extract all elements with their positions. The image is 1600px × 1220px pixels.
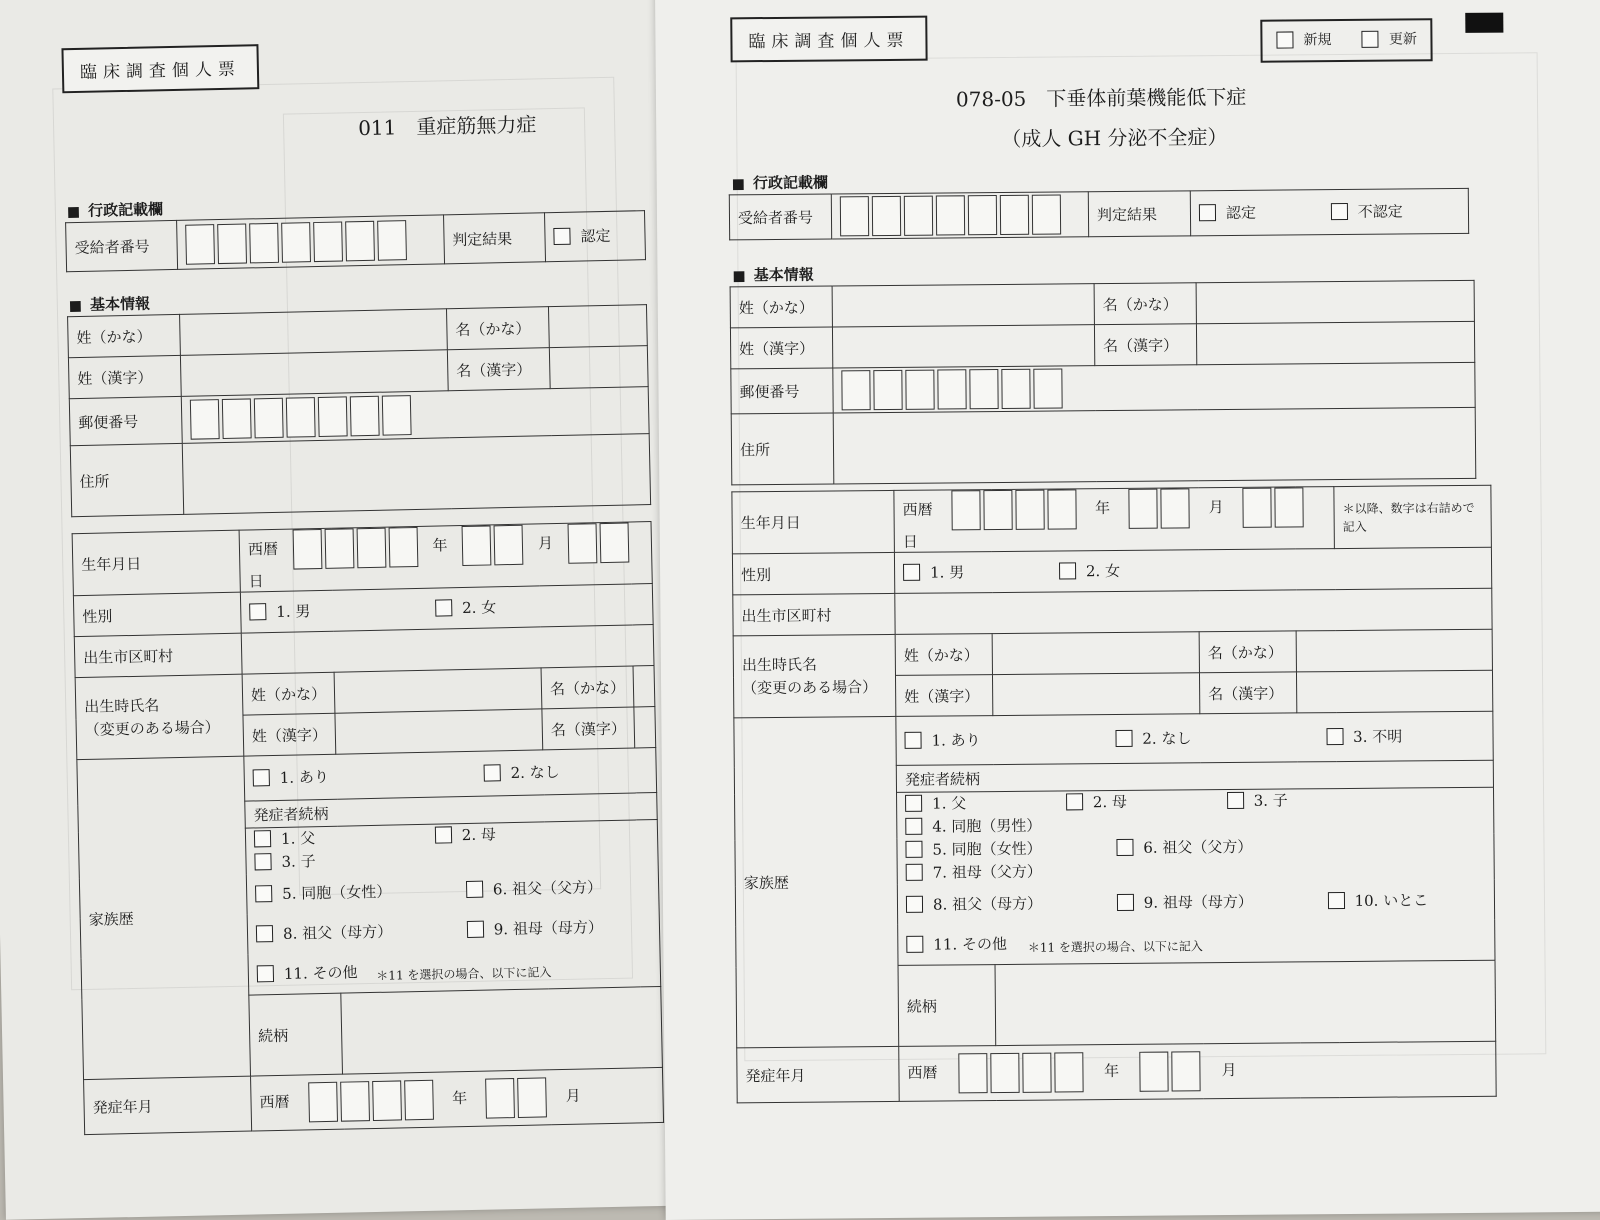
birth-given-kanji-field[interactable] [634,707,656,748]
disease-title: 078-05 下垂体前葉機能低下症 [955,84,1247,112]
given-kana-field[interactable] [1196,280,1474,323]
birth-given-kanji-label: 名（漢字） [542,707,635,750]
onset-date-field[interactable]: 西暦 年 月 [899,1041,1496,1101]
basic-section-heading: ■ 基本情報 [732,264,813,286]
admin-section-heading: ■ 行政記載欄 [732,171,828,193]
surname-kana-label: 姓（かな） [730,286,832,328]
digit-note: ＊以降、数字は右詰めで記入 [1334,485,1492,548]
male-checkbox[interactable]: 1. 男 [249,600,311,622]
sex-label: 性別 [732,552,894,594]
relation-3-checkbox[interactable]: 3. 子 [1227,789,1347,811]
family-history-label: 家族歴 [77,756,251,1079]
renew-checkbox[interactable]: 更新 [1362,28,1417,48]
address-label: 住所 [731,413,834,485]
relation-3-checkbox[interactable]: 3. 子 [254,850,316,872]
admin-section-heading: ■ 行政記載欄 [67,198,164,221]
approved-checkbox[interactable]: 認定 [1199,201,1256,222]
basic-info-table-bottom: 生年月日 西暦 年 月 日 ＊以降、数字は右詰めで記入 性別 1. 男 2. 女 出生市区町村 出生時氏名 （変更のある場合） 姓（かな） 名（かな） 姓（漢字） 名（漢字） 家族歴 1. あり 2. なし 3. 不明 発症者続柄 1. 父 2. 母 3. 子 4. 同胞（男性） 5. 同胞（女性） 6. 祖父（父方） 7. 祖母（父方） 8. 祖父（母方） 9. 祖母（母方） 10. いとこ 11. その他 ＊11 を選択の場合、以下に記入 続柄 発症年月 西暦 年 月 [731,485,1496,1104]
relation-9-checkbox[interactable]: 9. 祖母（母方） [1117,890,1297,913]
relation-8-checkbox[interactable]: 8. 祖父（母方） [906,892,1086,915]
right-form-sheet [655,0,1600,1220]
birthdate-field[interactable]: 西暦 年 月 日 [894,487,1335,553]
birthplace-label: 出生市区町村 [74,633,242,677]
male-checkbox[interactable]: 1. 男 [903,561,964,583]
recipient-number-label: 受給者番号 [729,194,831,240]
basic-info-table-bottom: 生年月日 西暦 年 月 日 性別 1. 男 2. 女 出生市区町村 出生時氏名 （変更のある場合） 姓（かな） 名（かな） 姓（漢字） 名（漢字） 家族歴 1. あり 2. なし 発症者続柄 1. 父 2. 母 3. 子 5. 同胞（女性） 6. 祖父（父方） 8. 祖父（母方） 9. 祖母（母方） 11. その他 ＊11 を選択の場合、以下に記入 続柄 発症年月 西暦 年 月 [72,521,664,1135]
relation-8-checkbox[interactable]: 8. 祖父（母方） [256,919,436,944]
birth-surname-kanji-field[interactable] [992,673,1199,716]
basic-info-table-top [67,304,651,517]
relation-4-checkbox[interactable]: 4. 同胞（男性） [905,815,1041,837]
admin-table [729,188,1469,240]
birthdate-label: 生年月日 [72,530,240,595]
birth-surname-kana-label: 姓（かな） [242,672,335,715]
onset-date-label: 発症年月 [737,1046,899,1102]
given-kanji-field[interactable] [549,346,648,389]
relation-9-checkbox[interactable]: 9. 祖母（母方） [467,916,604,940]
female-checkbox[interactable]: 2. 女 [1059,559,1120,581]
family-history-label: 家族歴 [734,716,899,1047]
disease-title: 011 重症筋無力症 [357,112,537,141]
relation-2-checkbox[interactable]: 2. 母 [435,822,565,846]
relation-2-checkbox[interactable]: 2. 母 [1066,790,1196,812]
judgement-label: 判定結果 [443,213,545,264]
onset-date-label: 発症年月 [84,1076,252,1134]
other-note: ＊11 を選択の場合、以下に記入 [376,964,552,983]
birth-surname-kanji-label: 姓（漢字） [243,713,336,756]
fh-unknown-checkbox[interactable]: 3. 不明 [1326,725,1402,747]
relation-7-checkbox[interactable]: 7. 祖母（父方） [906,861,1042,883]
birthdate-label: 生年月日 [732,490,895,553]
fh-yes-checkbox[interactable]: 1. あり [904,728,1084,751]
given-kana-label: 名（かな） [1094,283,1196,325]
relation-field[interactable] [341,986,663,1074]
birth-given-kanji-field[interactable] [1296,670,1492,713]
judgement-label: 判定結果 [1088,191,1190,237]
postal-code-field[interactable] [841,368,1062,410]
recipient-number-field[interactable] [186,220,408,265]
relation-11-checkbox[interactable]: 11. その他 [906,932,1007,954]
given-kana-field[interactable] [548,305,647,348]
postal-code-label: 郵便番号 [69,396,182,445]
recipient-number-label: 受給者番号 [66,220,178,271]
relation-5-checkbox[interactable]: 5. 同胞（女性） [255,879,435,904]
birth-given-kana-label: 名（かな） [541,666,634,709]
not-approved-checkbox[interactable]: 不認定 [1331,200,1403,222]
recipient-number-field[interactable] [840,194,1061,236]
birth-surname-kana-label: 姓（かな） [895,634,992,676]
female-checkbox[interactable]: 2. 女 [435,596,497,618]
left-form-sheet [0,0,686,1220]
onset-relation-label: 発症者続柄 [245,793,657,829]
birth-surname-kana-field[interactable] [992,632,1199,675]
form-title-box: 臨床調査個人票 [61,44,259,93]
new-checkbox[interactable]: 新規 [1276,29,1331,49]
given-kanji-label: 名（漢字） [1094,324,1196,366]
relation-5-checkbox[interactable]: 5. 同胞（女性） [905,837,1085,860]
fh-yes-checkbox[interactable]: 1. あり [253,765,330,788]
birth-given-kana-field[interactable] [633,666,655,707]
other-note: ＊11 を選択の場合、以下に記入 [1027,938,1203,955]
relation-field[interactable] [995,960,1496,1045]
birth-given-kanji-label: 名（漢字） [1199,672,1296,714]
surname-kanji-field[interactable] [832,325,1094,368]
birth-given-kana-field[interactable] [1296,629,1492,672]
birthdate-field[interactable]: 西暦 年 月 日 [239,522,652,593]
basic-info-table-top [730,280,1477,485]
surname-kanji-field[interactable] [180,350,448,397]
surname-kana-label: 姓（かな） [68,314,181,357]
birth-surname-kanji-field[interactable] [335,709,543,754]
birth-surname-kana-field[interactable] [334,668,542,713]
address-field[interactable] [182,434,650,515]
onset-relation-label: 発症者続柄 [896,760,1493,792]
address-field[interactable] [833,407,1476,484]
birth-name-label: 出生時氏名 [84,696,160,716]
sex-label: 性別 [73,592,241,636]
surname-kanji-label: 姓（漢字） [68,355,181,398]
relation-10-checkbox[interactable]: 10. いとこ [1327,889,1428,911]
relation-label: 続柄 [898,965,996,1047]
approved-checkbox[interactable]: 認定 [553,224,610,246]
fh-no-checkbox[interactable]: 2. なし [1115,726,1295,749]
birth-surname-kanji-label: 姓（漢字） [895,675,992,717]
postal-code-field[interactable] [190,395,412,440]
relation-1-checkbox[interactable]: 1. 父 [254,825,404,849]
surname-kana-field[interactable] [180,309,448,356]
corner-black-mark [1465,13,1503,33]
form-title-box: 臨床調査個人票 [730,16,927,63]
relation-6-checkbox[interactable]: 6. 祖父（父方） [466,876,603,900]
disease-subtitle: （成人 GH 分泌不全症） [1001,125,1228,151]
birthplace-label: 出生市区町村 [733,593,895,635]
relation-1-checkbox[interactable]: 1. 父 [905,792,1035,814]
fh-no-checkbox[interactable]: 2. なし [483,761,560,784]
given-kana-label: 名（かな） [446,307,549,350]
relation-11-checkbox[interactable]: 11. その他 [257,961,358,984]
surname-kana-field[interactable] [832,284,1094,327]
address-label: 住所 [70,443,183,516]
relation-6-checkbox[interactable]: 6. 祖父（父方） [1116,835,1296,858]
given-kanji-field[interactable] [1196,321,1474,364]
onset-date-field[interactable]: 西暦 年 月 [251,1067,664,1131]
birthplace-field[interactable] [895,588,1492,634]
postal-code-label: 郵便番号 [731,368,833,414]
given-kanji-label: 名（漢字） [447,348,550,391]
basic-section-heading: ■ 基本情報 [69,293,151,316]
surname-kanji-label: 姓（漢字） [730,327,832,369]
relation-label: 続柄 [249,993,343,1076]
new-renew-box [1260,18,1433,62]
birth-given-kana-label: 名（かな） [1199,631,1296,673]
birth-name-label: 出生時氏名 [741,655,817,675]
